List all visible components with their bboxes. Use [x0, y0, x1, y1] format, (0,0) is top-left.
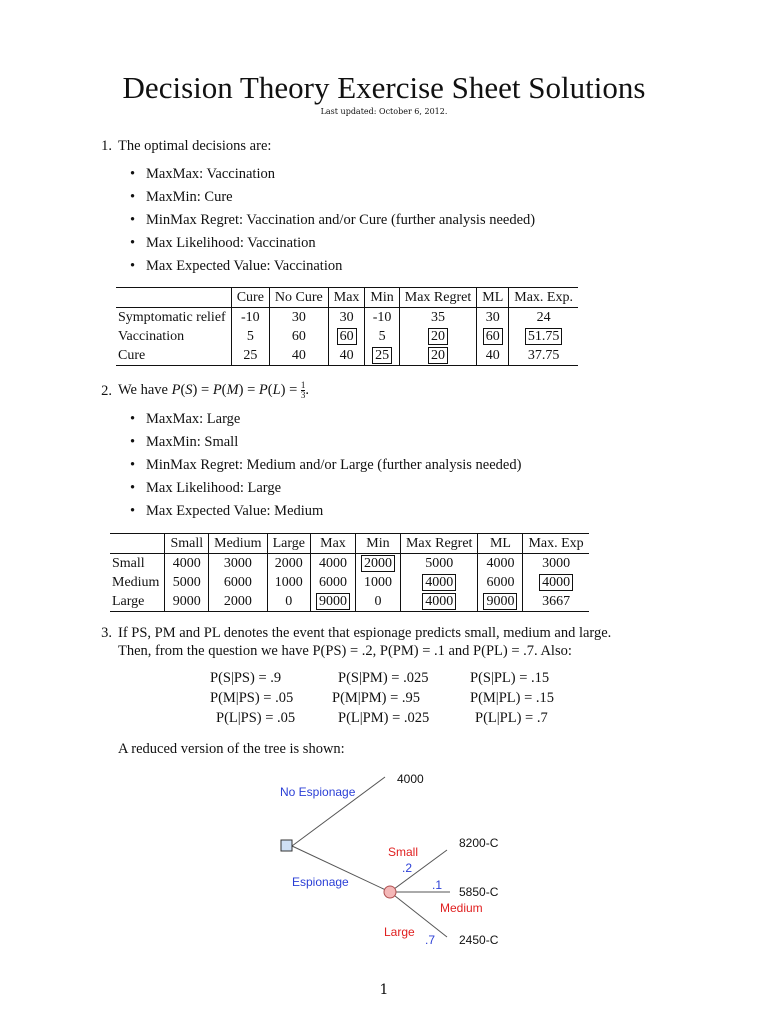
- boxed-cell: 4000: [422, 593, 456, 610]
- table-cell: 2000: [267, 554, 310, 574]
- table-cell: 3667: [523, 592, 589, 612]
- prob-medium: .1: [432, 878, 443, 892]
- list-item: • MaxMax: Large: [130, 408, 521, 431]
- table-header: Min: [355, 534, 400, 554]
- boxed-cell: 2000: [361, 555, 395, 572]
- last-updated: Last updated: October 6, 2012.: [320, 107, 448, 116]
- table-cell: 4000: [478, 554, 523, 574]
- table-cell: 6000: [310, 573, 355, 592]
- payoff-small: 8200-C: [459, 836, 499, 850]
- table-header: Max Regret: [399, 288, 476, 308]
- payoff-no-espionage: 4000: [397, 772, 424, 786]
- q3-line1: If PS, PM and PL denotes the event that espionage predicts small, medium and large.: [118, 625, 612, 641]
- equation: P(S|PM) = .025: [338, 670, 429, 686]
- table-cell: 40: [269, 346, 328, 366]
- table-cell: 1000: [267, 573, 310, 592]
- table-header: Min: [365, 288, 399, 308]
- page-title: Decision Theory Exercise Sheet Solutions: [122, 70, 646, 105]
- list-item: • Max Expected Value: Vaccination: [130, 255, 535, 278]
- equation: P(L|PL) = .7: [475, 710, 548, 726]
- tree-intro: A reduced version of the tree is shown:: [118, 741, 345, 757]
- boxed-cell: 25: [372, 347, 392, 364]
- label-small: Small: [388, 845, 419, 859]
- boxed-cell: 4000: [422, 574, 456, 591]
- q1-intro: The optimal decisions are:: [118, 138, 272, 154]
- label-espionage: Espionage: [292, 875, 349, 889]
- table-header: Small: [165, 534, 209, 554]
- table-cell: 2000: [209, 592, 267, 612]
- prob-large: .7: [425, 933, 436, 947]
- q1-number: 1.: [101, 138, 112, 154]
- table-cell: 30: [477, 308, 509, 328]
- table-header: ML: [478, 534, 523, 554]
- payoff-medium: 5850-C: [459, 885, 499, 899]
- table-cell: 37.75: [509, 346, 578, 366]
- boxed-cell: 20: [428, 347, 448, 364]
- table-cell: 5000: [400, 554, 477, 574]
- row-label: Medium: [112, 575, 160, 590]
- table-cell: 40: [477, 346, 509, 366]
- boxed-cell: 20: [428, 328, 448, 345]
- table-cell: 1000: [355, 573, 400, 592]
- table-header: Max. Exp.: [509, 288, 578, 308]
- boxed-cell: 9000: [483, 593, 517, 610]
- fraction-one-third: $\frac{1}{3}$: [300, 380, 306, 400]
- table-cell: 5: [231, 327, 269, 346]
- equation: P(S|PS) = .9: [210, 670, 282, 686]
- q3-line2: Then, from the question we have P(PS) = .2, P(PM) = .1 and P(PL) = .7. Also:: [118, 643, 572, 659]
- table-cell: 40: [328, 346, 365, 366]
- list-item: • MinMax Regret: Vaccination and/or Cure (further analysis needed): [130, 209, 535, 232]
- table-header: ML: [477, 288, 509, 308]
- boxed-cell: 9000: [316, 593, 350, 610]
- table-cell: -10: [365, 308, 399, 328]
- row-label: Large: [112, 594, 145, 609]
- table-cell: 0: [267, 592, 310, 612]
- table-cell: 60: [269, 327, 328, 346]
- row-label: Cure: [118, 348, 146, 363]
- table-cell: 35: [399, 308, 476, 328]
- table-header: Medium: [209, 534, 267, 554]
- table-cell: 5000: [165, 573, 209, 592]
- equation: P(M|PM) = .95: [332, 690, 421, 706]
- q2-number: 2.: [101, 383, 112, 399]
- row-label: Small: [112, 556, 145, 571]
- table-cell: 3000: [209, 554, 267, 574]
- table-cell: 30: [269, 308, 328, 328]
- table-cell: 4000: [310, 554, 355, 574]
- table-header: Max. Exp: [523, 534, 589, 554]
- table-header: Max Regret: [400, 534, 477, 554]
- boxed-cell: 60: [337, 328, 357, 345]
- list-item: • MaxMin: Small: [130, 431, 521, 454]
- label-medium: Medium: [440, 901, 483, 915]
- list-item: • Max Expected Value: Medium: [130, 500, 521, 523]
- label-large: Large: [384, 925, 415, 939]
- table-cell: 4000: [165, 554, 209, 574]
- table-header: No Cure: [269, 288, 328, 308]
- label-no-espionage: No Espionage: [280, 785, 356, 799]
- page-number: 1: [379, 982, 389, 998]
- table-cell: 30: [328, 308, 365, 328]
- table-cell: 24: [509, 308, 578, 328]
- chance-node: [384, 886, 396, 898]
- boxed-cell: 60: [483, 328, 503, 345]
- table-header: Max: [328, 288, 365, 308]
- row-label: Vaccination: [118, 329, 185, 344]
- payoff-large: 2450-C: [459, 933, 499, 947]
- list-item: • Max Likelihood: Large: [130, 477, 521, 500]
- equation: P(M|PL) = .15: [470, 690, 554, 706]
- list-item: • Max Likelihood: Vaccination: [130, 232, 535, 255]
- table-cell: 5: [365, 327, 399, 346]
- table-header: Max: [310, 534, 355, 554]
- table-cell: 0: [355, 592, 400, 612]
- boxed-cell: 4000: [539, 574, 573, 591]
- table-cell: 6000: [478, 573, 523, 592]
- table-cell: -10: [231, 308, 269, 328]
- table-cell: 9000: [165, 592, 209, 612]
- table-cell: 6000: [209, 573, 267, 592]
- equation: P(L|PM) = .025: [338, 710, 430, 726]
- table-cell: 25: [231, 346, 269, 366]
- row-label: Symptomatic relief: [118, 310, 226, 325]
- q3-number: 3.: [101, 625, 112, 641]
- prob-small: .2: [402, 861, 413, 875]
- table-header: Cure: [231, 288, 269, 308]
- q2-intro-prefix: We have: [118, 381, 168, 398]
- equation: P(S|PL) = .15: [470, 670, 550, 686]
- table-cell: 3000: [523, 554, 589, 574]
- list-item: • MaxMin: Cure: [130, 186, 535, 209]
- equation: P(M|PS) = .05: [210, 690, 294, 706]
- boxed-cell: 51.75: [525, 328, 563, 345]
- list-item: • MaxMax: Vaccination: [130, 163, 535, 186]
- list-item: • MinMax Regret: Medium and/or Large (further analysis needed): [130, 454, 521, 477]
- q2-intro: We have P(S) = P(M) = P(L) = $\frac{1}{3}$ .: [118, 380, 310, 400]
- decision-node: [281, 840, 292, 851]
- table-header: Large: [267, 534, 310, 554]
- equation: P(L|PS) = .05: [216, 710, 296, 726]
